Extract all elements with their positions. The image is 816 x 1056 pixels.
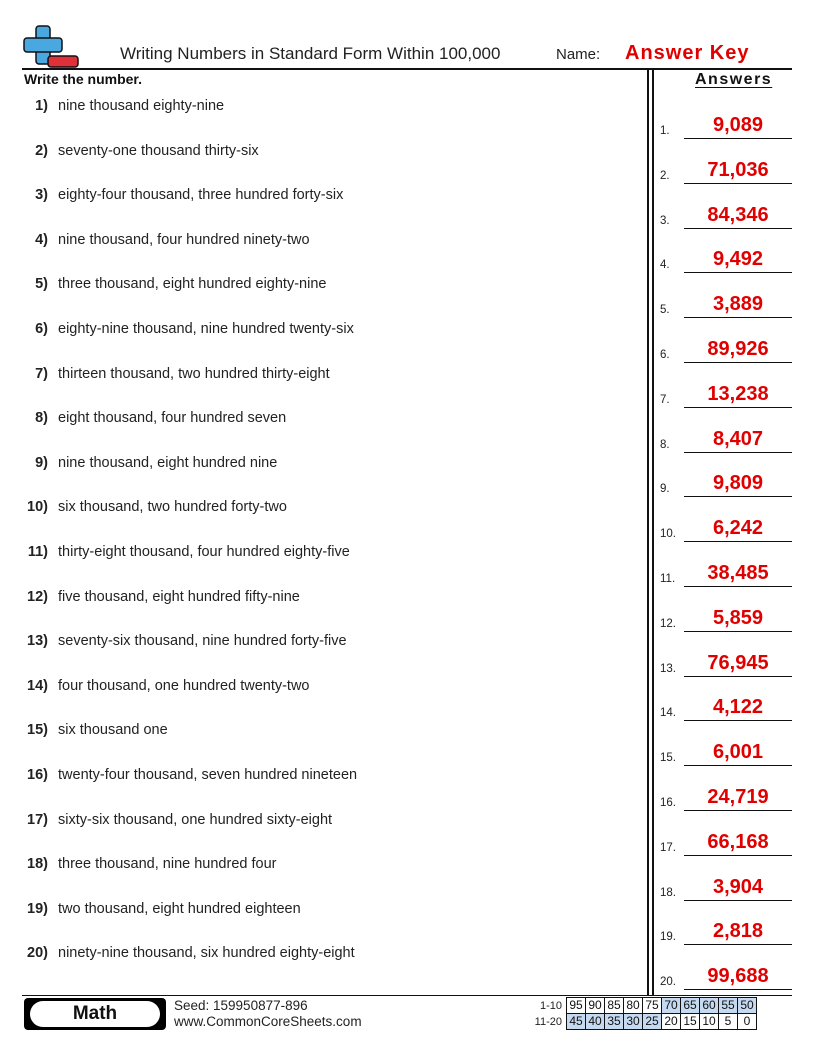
question-number: 15) xyxy=(27,722,48,739)
answer-number: 4. xyxy=(660,259,670,272)
question-item xyxy=(0,544,640,568)
question-text: five thousand, eight hundred fifty-nine xyxy=(58,588,300,605)
score-cell: 35 xyxy=(605,1014,624,1030)
answer-line xyxy=(684,138,792,139)
score-cell: 75 xyxy=(643,998,662,1014)
score-row-labels xyxy=(526,998,562,1030)
question-number: 16) xyxy=(27,767,48,783)
question-item xyxy=(0,187,640,211)
question-number: 11) xyxy=(27,544,48,560)
answer-value: 9,089 xyxy=(712,114,764,136)
question-item xyxy=(0,366,640,390)
answer-item xyxy=(660,243,792,273)
question-item xyxy=(0,321,640,345)
answer-value: 9,809 xyxy=(712,472,764,495)
question-number: 6) xyxy=(35,321,48,337)
answer-value: 6,242 xyxy=(712,517,764,540)
answer-number: 20. xyxy=(660,976,676,989)
answer-line xyxy=(684,900,792,901)
question-item xyxy=(0,455,640,479)
question-text: twenty-four thousand, seven hundred nineteen xyxy=(58,767,358,783)
answer-item xyxy=(660,915,792,945)
answer-item xyxy=(660,736,792,766)
answer-item xyxy=(660,826,792,856)
answer-value: 84,346 xyxy=(707,203,769,226)
answer-number: 14. xyxy=(660,707,676,720)
score-cell: 70 xyxy=(662,998,681,1014)
answer-line xyxy=(684,810,792,811)
question-text: thirty-eight thousand, four hundred eighty-five xyxy=(58,544,350,560)
question-text: eighty-four thousand, three hundred forty-six xyxy=(58,187,344,204)
answer-line xyxy=(684,989,792,990)
answer-value: 5,859 xyxy=(712,606,764,629)
question-text: nine thousand, eight hundred nine xyxy=(58,454,278,471)
answer-line xyxy=(684,228,792,229)
answer-key-label: Answer Key xyxy=(625,42,750,64)
question-text: ninety-nine thousand, six hundred eighty-eight xyxy=(58,945,355,962)
answer-line xyxy=(684,944,792,945)
answer-item xyxy=(660,333,792,363)
question-item xyxy=(0,633,640,657)
question-number: 13) xyxy=(27,633,48,650)
answer-value: 24,719 xyxy=(707,786,769,808)
question-text: two thousand, eight hundred eighteen xyxy=(58,900,301,917)
question-number: 20) xyxy=(27,945,48,962)
question-number: 9) xyxy=(35,454,48,471)
answer-item xyxy=(660,960,792,990)
score-cell: 30 xyxy=(624,1014,643,1030)
score-row xyxy=(567,1014,757,1030)
score-cell: 10 xyxy=(700,1014,719,1030)
question-number: 14) xyxy=(27,677,48,694)
question-item xyxy=(0,410,640,434)
answer-line xyxy=(684,272,792,273)
answer-number: 18. xyxy=(660,886,676,899)
website-link[interactable]: www.CommonCoreSheets.com xyxy=(174,1014,362,1029)
answer-item xyxy=(660,288,792,318)
answer-value: 3,904 xyxy=(712,875,764,898)
score-cell: 40 xyxy=(586,1014,605,1030)
question-item xyxy=(0,945,640,969)
answer-value: 6,001 xyxy=(712,741,764,764)
question-text: four thousand, one hundred twenty-two xyxy=(58,677,310,694)
answer-item xyxy=(660,691,792,721)
question-text: seventy-one thousand thirty-six xyxy=(58,142,259,159)
question-text: eighty-nine thousand, nine hundred twenty-six xyxy=(58,321,354,337)
score-table xyxy=(566,997,757,1030)
question-item xyxy=(0,499,640,523)
question-text: nine thousand, four hundred ninety-two xyxy=(58,231,310,248)
answer-number: 13. xyxy=(660,662,676,675)
question-item xyxy=(0,143,640,167)
question-number: 17) xyxy=(27,811,48,828)
answer-value: 89,926 xyxy=(707,338,769,360)
score-label-11-20: 11-20 xyxy=(534,1016,562,1028)
name-label: Name: xyxy=(556,46,601,63)
answer-value: 13,238 xyxy=(707,382,769,405)
answer-number: 3. xyxy=(660,214,670,227)
question-text: eight thousand, four hundred seven xyxy=(58,410,287,427)
question-item xyxy=(0,678,640,702)
answer-number: 6. xyxy=(660,349,670,361)
question-text: seventy-six thousand, nine hundred forty-five xyxy=(58,633,347,650)
answer-line xyxy=(684,362,792,363)
answer-line xyxy=(684,676,792,677)
answer-number: 1. xyxy=(660,125,670,137)
answer-number: 5. xyxy=(660,304,670,317)
question-text: nine thousand eighty-nine xyxy=(58,98,225,114)
answer-item xyxy=(660,378,792,408)
question-number: 2) xyxy=(35,142,48,159)
answer-value: 2,818 xyxy=(712,920,764,943)
score-cell: 60 xyxy=(700,998,719,1014)
answer-value: 71,036 xyxy=(707,158,769,181)
answer-line xyxy=(684,183,792,184)
score-cell: 90 xyxy=(586,998,605,1014)
answer-item xyxy=(660,467,792,497)
score-cell: 15 xyxy=(681,1014,700,1030)
answer-number: 15. xyxy=(660,752,676,765)
answer-line xyxy=(684,765,792,766)
score-row xyxy=(567,998,757,1014)
answers-heading: Answers xyxy=(695,71,773,88)
answer-number: 16. xyxy=(660,797,676,809)
answer-number: 8. xyxy=(660,438,670,451)
answer-value: 66,168 xyxy=(707,830,769,853)
answer-number: 11. xyxy=(660,573,676,585)
score-cell: 80 xyxy=(624,998,643,1014)
score-cell: 65 xyxy=(681,998,700,1014)
question-item xyxy=(0,767,640,791)
question-item xyxy=(0,98,640,122)
question-number: 7) xyxy=(35,365,48,382)
answer-number: 7. xyxy=(660,393,670,406)
answer-item xyxy=(660,647,792,677)
answer-item xyxy=(660,423,792,453)
question-text: six thousand one xyxy=(58,722,168,739)
score-label-1-10: 1-10 xyxy=(539,1000,562,1012)
answer-number: 17. xyxy=(660,841,676,854)
answer-item xyxy=(660,871,792,901)
answer-line xyxy=(684,541,792,542)
score-cell: 5 xyxy=(719,1014,738,1030)
answer-value: 38,485 xyxy=(707,562,769,584)
question-item xyxy=(0,812,640,836)
subject-label: Math xyxy=(30,1001,160,1027)
question-number: 18) xyxy=(27,856,48,873)
question-text: thirteen thousand, two hundred thirty-eight xyxy=(58,365,330,382)
answer-line xyxy=(684,407,792,408)
answer-value: 99,688 xyxy=(707,965,769,988)
answer-value: 9,492 xyxy=(712,248,764,271)
column-divider xyxy=(647,68,649,996)
answer-item xyxy=(660,199,792,229)
question-number: 3) xyxy=(35,187,48,204)
plus-minus-logo-icon xyxy=(22,24,80,70)
answer-number: 19. xyxy=(660,931,676,944)
answer-number: 12. xyxy=(660,617,676,630)
answer-item xyxy=(660,602,792,632)
score-cell: 95 xyxy=(567,998,586,1014)
question-number: 5) xyxy=(35,276,48,293)
footer-divider xyxy=(22,995,792,996)
answer-value: 4,122 xyxy=(712,696,764,719)
score-cell: 20 xyxy=(662,1014,681,1030)
answer-item xyxy=(660,154,792,184)
question-item xyxy=(0,856,640,880)
answer-line xyxy=(684,496,792,497)
score-cell: 0 xyxy=(738,1014,757,1030)
answer-item xyxy=(660,781,792,811)
score-cell: 25 xyxy=(643,1014,662,1030)
question-text: sixty-six thousand, one hundred sixty-eight xyxy=(58,811,333,828)
footer-info xyxy=(174,998,362,1030)
column-divider-secondary xyxy=(652,68,654,996)
seed-text: Seed: 159950877-896 xyxy=(174,998,308,1013)
answer-line xyxy=(684,452,792,453)
answer-number: 10. xyxy=(660,528,676,541)
answer-line xyxy=(684,720,792,721)
worksheet-title: Writing Numbers in Standard Form Within 100,000 xyxy=(120,44,501,63)
header-divider xyxy=(22,68,792,70)
question-item xyxy=(0,722,640,746)
question-number: 8) xyxy=(35,410,48,427)
question-text: three thousand, eight hundred eighty-nine xyxy=(58,276,327,293)
instructions: Write the number. xyxy=(24,71,142,87)
question-text: six thousand, two hundred forty-two xyxy=(58,499,287,516)
answer-value: 76,945 xyxy=(707,651,769,674)
answer-line xyxy=(684,855,792,856)
answer-line xyxy=(684,586,792,587)
answer-number: 2. xyxy=(660,169,670,182)
question-item xyxy=(0,901,640,925)
question-number: 4) xyxy=(35,231,48,248)
score-cell: 50 xyxy=(738,998,757,1014)
score-cell: 85 xyxy=(605,998,624,1014)
answer-line xyxy=(684,317,792,318)
answer-item xyxy=(660,512,792,542)
answer-item xyxy=(660,109,792,139)
score-cell: 45 xyxy=(567,1014,586,1030)
answer-item xyxy=(660,557,792,587)
question-item xyxy=(0,589,640,613)
question-item xyxy=(0,276,640,300)
question-number: 12) xyxy=(27,588,48,605)
score-cell: 55 xyxy=(719,998,738,1014)
question-number: 10) xyxy=(27,499,48,516)
question-number: 19) xyxy=(27,900,48,917)
question-item xyxy=(0,232,640,256)
question-number: 1) xyxy=(35,98,48,114)
answer-number: 9. xyxy=(660,483,670,496)
answer-value: 8,407 xyxy=(712,427,764,450)
answer-value: 3,889 xyxy=(712,293,764,316)
answer-line xyxy=(684,631,792,632)
question-text: three thousand, nine hundred four xyxy=(58,856,277,873)
